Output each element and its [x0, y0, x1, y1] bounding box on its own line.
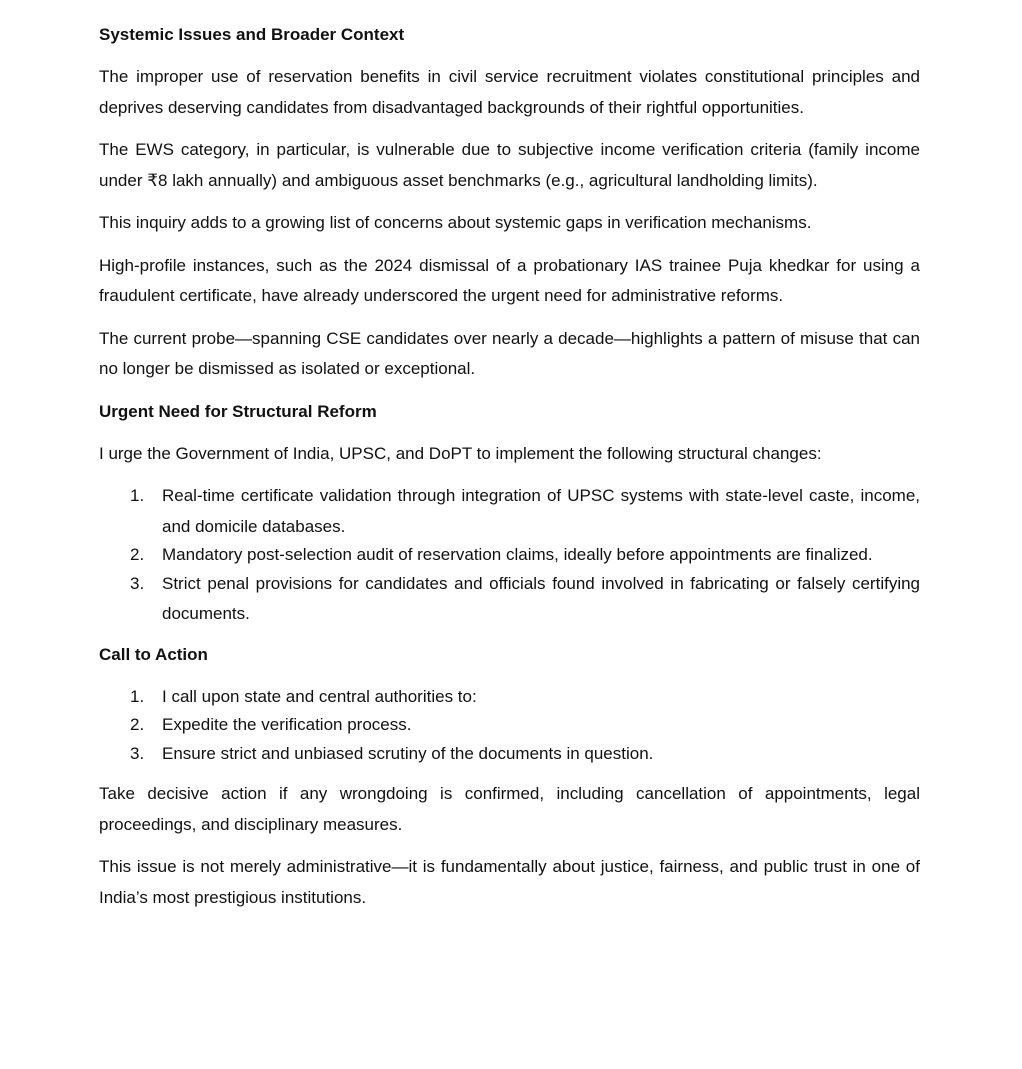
list-item — [99, 569, 920, 630]
paragraph-reform-intro: I urge the Government of India, UPSC, and DoPT to implement the following structural changes: — [99, 443, 822, 463]
list-item — [99, 682, 920, 713]
list-item-text: I call upon state and central authorities to: — [162, 686, 477, 706]
list-item-text: Strict penal provisions for candidates and officials found involved in fabricating or falsely certifying documents. — [162, 573, 920, 623]
section-heading-call-to-action: Call to Action — [99, 644, 208, 664]
paragraph-inquiry-concerns: This inquiry adds to a growing list of concerns about systemic gaps in verification mechanisms. — [99, 213, 812, 232]
list-item-number: 2. — [130, 545, 145, 564]
paragraph-decisive-action: Take decisive action if any wrongdoing is confirmed, including cancellation of appointments, legal proceedings, and disciplinary measures. — [99, 784, 920, 834]
action-list — [99, 682, 920, 770]
section-heading-structural-reform: Urgent Need for Structural Reform — [99, 401, 377, 421]
list-item — [99, 481, 920, 542]
document-page — [99, 20, 920, 925]
list-item-text: Expedite the verification process. — [162, 715, 412, 734]
list-item — [99, 710, 920, 741]
list-item-text: Ensure strict and unbiased scrutiny of the documents in question. — [162, 743, 654, 763]
list-item-number: 1. — [130, 686, 145, 706]
list-item-number: 1. — [130, 486, 145, 505]
list-item — [99, 739, 920, 770]
paragraph-ews-category: The EWS category, in particular, is vulnerable due to subjective income verification criteria (family income under ₹8 lakh annually) and ambiguous asset benchmarks (e.g., agricultural landholding limits). — [99, 140, 920, 190]
reform-list — [99, 481, 920, 630]
paragraph-improper-use: The improper use of reservation benefits in civil service recruitment violates constitutional principles and deprives deserving candidates from disadvantaged backgrounds of their rightful opportunities. — [99, 67, 920, 117]
list-item-text: Real-time certificate validation through integration of UPSC systems with state-level caste, income, and domicile databases. — [162, 486, 920, 536]
list-item-text: Mandatory post-selection audit of reservation claims, ideally before appointments are finalized. — [162, 545, 873, 564]
paragraph-current-probe: The current probe—spanning CSE candidates over nearly a decade—highlights a pattern of misuse that can no longer be dismissed as isolated or exceptional. — [99, 328, 920, 378]
paragraph-high-profile-instances: High-profile instances, such as the 2024 dismissal of a probationary IAS trainee Puja khedkar for using a fraudulent certificate, have already underscored the urgent need for administrative reforms. — [99, 255, 920, 305]
section-heading-systemic-issues: Systemic Issues and Broader Context — [99, 25, 405, 44]
list-item — [99, 540, 920, 571]
list-item-number: 2. — [130, 715, 145, 734]
paragraph-closing-statement: This issue is not merely administrative—it is fundamentally about justice, fairness, and public trust in one of India’s most prestigious institutions. — [99, 857, 920, 907]
list-item-number: 3. — [130, 573, 145, 593]
list-item-number: 3. — [130, 743, 145, 763]
